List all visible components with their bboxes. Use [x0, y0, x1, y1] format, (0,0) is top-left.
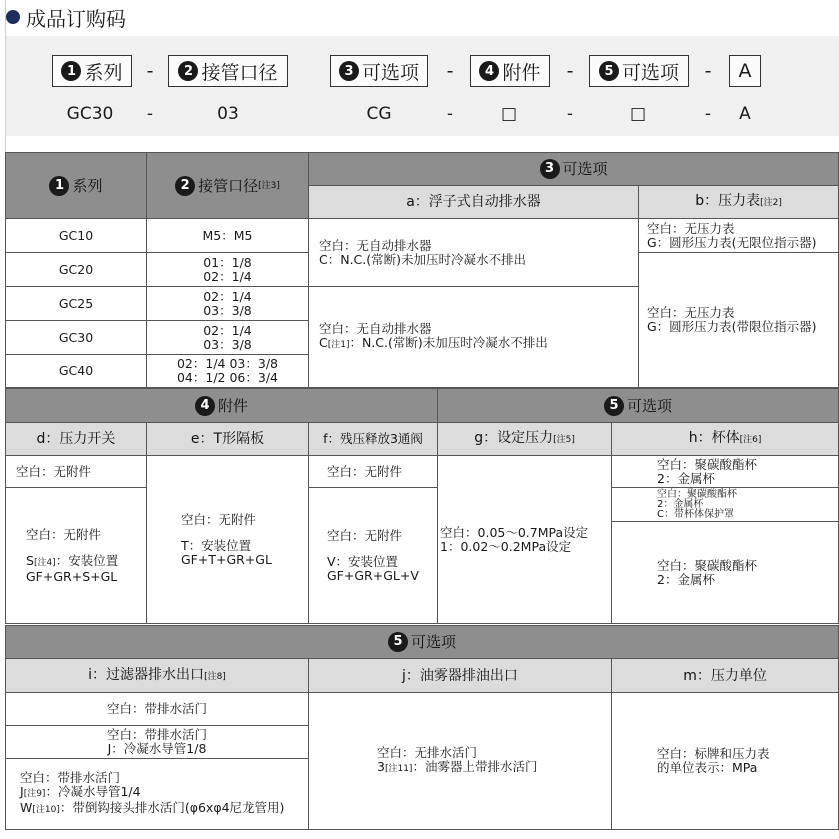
code-label-series: 1 系列: [52, 55, 132, 87]
b-cell: 空白：无压力表 G：圆形压力表(带限位指示器): [639, 253, 839, 388]
number-badge-1: 1: [49, 176, 69, 196]
d-cell: 空白：无附件: [6, 456, 147, 488]
number-badge-5: 5: [599, 61, 619, 81]
header-f: f：残压释放3通阀: [309, 423, 438, 456]
code-label-a: A: [729, 55, 761, 87]
e-cell: 空白：无附件 T：安装位置 GF+T+GR+GL: [147, 456, 309, 624]
code-label-port: 2 接管口径: [168, 55, 288, 87]
h-cell: 空白：聚碳酸酯杯 2：金属杯: [612, 522, 839, 624]
i-cell: 空白：带排水活门 J[注9]：冷凝水导管1/4 W[注10]：带倒钩接头排水活门(φ6xφ4尼龙管用): [6, 759, 309, 830]
code-separator: -: [566, 60, 574, 82]
code-value-options-2: □: [629, 104, 647, 124]
header-i: i：过滤器排水出口[注8]: [6, 659, 309, 693]
number-badge-3: 3: [339, 61, 359, 81]
header-e: e：T形隔板: [147, 423, 309, 456]
number-badge-2: 2: [175, 176, 195, 196]
header-a: a：浮子式自动排水器: [309, 186, 639, 219]
code-value-port: 03: [217, 104, 239, 124]
code-separator: -: [704, 60, 712, 82]
code-value-separator: -: [704, 104, 712, 124]
a-cell: 空白：无自动排水器 C：N.C.(常断)未加压时冷凝水不排出: [309, 219, 639, 287]
code-value-separator: -: [146, 104, 154, 124]
b-cell: 空白：无压力表 G：圆形压力表(无限位指示器): [639, 219, 839, 253]
number-badge-1: 1: [61, 61, 81, 81]
number-badge-3: 3: [540, 159, 560, 179]
header-options-2: 5 可选项: [438, 389, 839, 423]
f-cell: 空白：无附件: [309, 456, 438, 488]
header-options-3: 5 可选项: [6, 626, 839, 659]
port-cell: 02：1/4 03：3/8 04：1/2 06：3/4: [147, 355, 309, 388]
code-value-separator: -: [566, 104, 574, 124]
header-b: b：压力表[注2]: [639, 186, 839, 219]
j-cell: 空白：无排水活门 3[注11]：油雾器上带排水活门: [309, 693, 612, 830]
header-options: 3 可选项: [309, 153, 839, 186]
f-cell: 空白：无附件 V：安装位置 GF+GR+GL+V: [309, 488, 438, 624]
series-cell: GC40: [6, 355, 147, 388]
a-cell: 空白：无自动排水器 C[注1]：N.C.(常断)未加压时冷凝水不排出: [309, 287, 639, 388]
number-badge-4: 4: [479, 61, 499, 81]
header-series: 1 系列: [6, 153, 147, 219]
code-value-a: A: [739, 104, 751, 124]
section-title-text: 成品订购码: [26, 6, 126, 31]
bullet-icon: [6, 10, 20, 24]
number-badge-4: 4: [195, 396, 215, 416]
header-j: j：油雾器排油出口: [309, 659, 612, 693]
h-cell: 空白：聚碳酸酯杯 2：金属杯: [612, 456, 839, 488]
port-cell: 02：1/4 03：3/8: [147, 287, 309, 321]
number-badge-5: 5: [604, 396, 624, 416]
port-cell: 01：1/8 02：1/4: [147, 253, 309, 287]
series-cell: GC20: [6, 253, 147, 287]
code-value-attachment: □: [500, 104, 518, 124]
header-port: 2 接管口径 [注3]: [147, 153, 309, 219]
port-cell: M5：M5: [147, 219, 309, 253]
table-attachments: [5, 388, 839, 624]
code-separator: -: [446, 60, 454, 82]
header-d: d：压力开关: [6, 423, 147, 456]
number-badge-2: 2: [178, 61, 198, 81]
header-g: g：设定压力[注5]: [438, 423, 612, 456]
port-cell: 02：1/4 03：3/8: [147, 321, 309, 355]
code-value-separator: -: [446, 104, 454, 124]
code-value-options: CG: [366, 104, 392, 124]
i-cell: 空白：带排水活门: [6, 693, 309, 726]
code-separator: -: [146, 60, 154, 82]
number-badge-5: 5: [388, 632, 408, 652]
section-title: [6, 2, 126, 32]
table-series-options: [5, 152, 839, 388]
table-drain-options: [5, 625, 839, 830]
code-label-options: 3 可选项: [330, 55, 428, 87]
code-label-attachment: 4 附件: [470, 55, 550, 87]
d-cell: 空白：无附件 S[注4]：安装位置 GF+GR+S+GL: [6, 488, 147, 624]
series-cell: GC10: [6, 219, 147, 253]
h-cell: 空白：聚碳酸酯杯 2：金属杯 C：带杯体保护罩: [612, 488, 839, 522]
i-cell: 空白：带排水活门 J：冷凝水导管1/8: [6, 726, 309, 759]
header-attachment: 4 附件: [6, 389, 438, 423]
series-cell: GC30: [6, 321, 147, 355]
header-h: h：杯体[注6]: [612, 423, 839, 456]
series-cell: GC25: [6, 287, 147, 321]
code-label-options-2: 5 可选项: [589, 55, 689, 87]
left-rule: [5, 0, 6, 160]
code-value-series: GC30: [66, 104, 114, 124]
header-m: m：压力单位: [612, 659, 839, 693]
g-cell: 空白：0.05～0.7MPa设定 1：0.02～0.2MPa设定: [438, 456, 612, 624]
m-cell: 空白：标牌和压力表 的单位表示：MPa: [612, 693, 839, 830]
